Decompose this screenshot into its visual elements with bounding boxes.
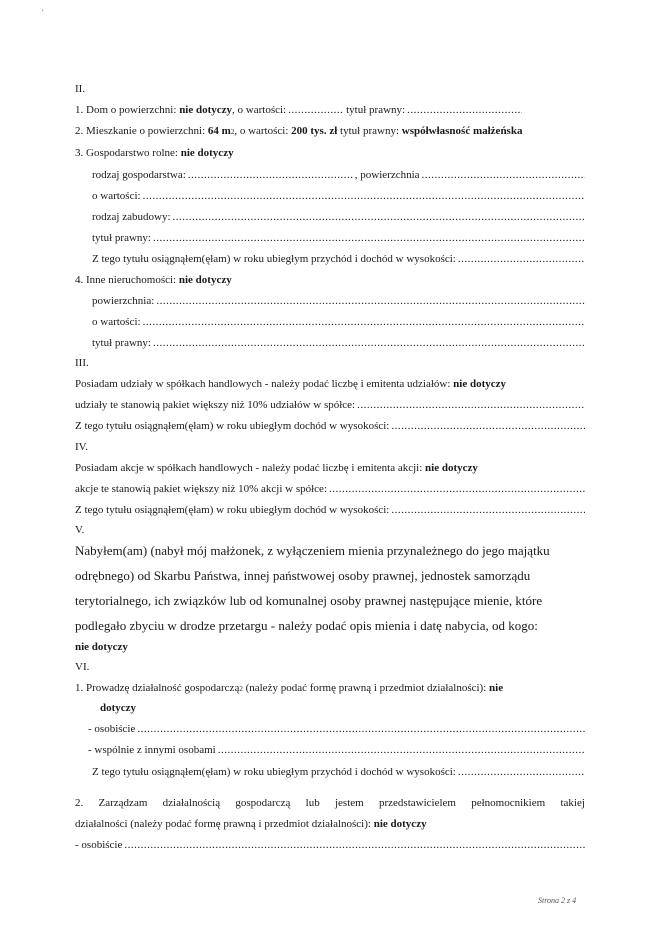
house-value-dots [288, 103, 344, 117]
page-number: Strona 2 z 4 [538, 896, 577, 905]
house-line: 1. Dom o powierzchni: nie dotyczy , o wartości: ..... tytuł prawny: ..... [75, 103, 585, 117]
acquisition-text-line: Nabyłem(am) (nabył mój małżonek, z wyłączeniem mienia przynależnego do jego majątku [75, 543, 550, 558]
other-value-line: o wartości: ..... [92, 315, 585, 329]
stocks-income-line: Z tego tytułu osiągnąłem(ęłam) w roku ubiegłym dochód w wysokości: ..... [75, 503, 585, 517]
section-iv-heading: IV. [75, 441, 88, 453]
acquisition-text-line: terytorialnego, ich związków lub od komunalnej osoby prawnej następujące mienie, które [75, 593, 543, 608]
management-line: 2. Zarządzam działalnością gospodarczą lub jestem przedstawicielem pełnomocnikiem takiej [75, 797, 585, 809]
house-title-dots [407, 103, 522, 117]
farm-type-line: rodzaj gospodarstwa: ..... , powierzchnia ..... [92, 168, 585, 182]
acquisition-text-line: podlegało zbyciu w drodze przetargu - należy podać opis mienia i datę nabycia, od kogo: [75, 618, 538, 633]
farm-answer: nie dotyczy [180, 147, 234, 159]
farm-type-dots [188, 168, 353, 182]
business-income-line: Z tego tytułu osiągnąłem(ęłam) w roku ubiegłym przychód i dochód w wysokości: ..... [92, 765, 585, 779]
stocks-line: Posiadam akcje w spółkach handlowych - należy podać liczbę i emitenta akcji: nie dotyczy [75, 462, 478, 474]
flat-line: 2. Mieszkanie o powierzchni: 64 m 2 , o wartości: 200 tys. zł tytuł prawny: współwłasność małżeńska [75, 125, 523, 137]
shares-line: Posiadam udziały w spółkach handlowych - należy podać liczbę i emitenta udziałów: nie dotyczy [75, 378, 507, 390]
flat-title: współwłasność małżeńska [401, 125, 523, 137]
stocks-package-line: akcje te stanowią pakiet większy niż 10% akcji w spółce: ..... [75, 482, 585, 496]
farm-value-line: o wartości: ..... [92, 189, 585, 203]
farm-title-line: tytuł prawny: ..... [92, 231, 585, 245]
farm-area-dots [422, 168, 585, 182]
other-title-line: tytuł prawny: ..... [92, 336, 585, 350]
flat-area: 64 m [207, 125, 231, 137]
section-vi-heading: VI. [75, 661, 90, 673]
management-answer: nie dotyczy [373, 818, 427, 830]
farm-line: 3. Gospodarstwo rolne: nie dotyczy [75, 147, 234, 159]
shares-package-line: udziały te stanowią pakiet większy niż 10% udziałów w spółce: ..... [75, 398, 585, 412]
management-personal-line: - osobiście ..... [75, 838, 585, 852]
farm-income-line: Z tego tytułu osiągnąłem(ęłam) w roku ubiegłym przychód i dochód w wysokości: ..... [92, 252, 585, 266]
other-property-line: 4. Inne nieruchomości: nie dotyczy [75, 274, 232, 286]
section-v-heading: V. [75, 524, 85, 536]
business-personal-line: - osobiście ..... [88, 722, 585, 736]
business-answer-part2: dotyczy [100, 702, 137, 714]
shares-answer: nie dotyczy [453, 378, 507, 390]
business-joint-line: - wspólnie z innymi osobami ..... [88, 743, 585, 757]
flat-value: 200 tys. zł [291, 125, 338, 137]
acquisition-text-line: odrębnego) od Skarbu Państwa, innej państwowej osoby prawnej, jednostek samorządu [75, 568, 531, 583]
section-ii-heading: II. [75, 83, 86, 95]
stocks-answer: nie dotyczy [425, 462, 478, 474]
management-line-2: działalności (należy podać formę prawną i przedmiot działalności): nie dotyczy [75, 818, 427, 830]
corner-mark: ' [42, 8, 44, 18]
business-answer-part1: nie [489, 682, 504, 694]
business-line: 1. Prowadzę działalność gospodarczą 2 (należy podać formę prawną i przedmiot działalności): nie [75, 682, 504, 694]
acquisition-answer: nie dotyczy [75, 641, 128, 653]
section-iii-heading: III. [75, 357, 89, 369]
other-area-line: powierzchnia: ..... [92, 294, 585, 308]
other-property-answer: nie dotyczy [178, 274, 232, 286]
farm-building-line: rodzaj zabudowy: ..... [92, 210, 585, 224]
shares-income-line: Z tego tytułu osiągnąłem(ęłam) w roku ubiegłym dochód w wysokości: ..... [75, 419, 585, 433]
house-answer: nie dotyczy [179, 104, 233, 116]
